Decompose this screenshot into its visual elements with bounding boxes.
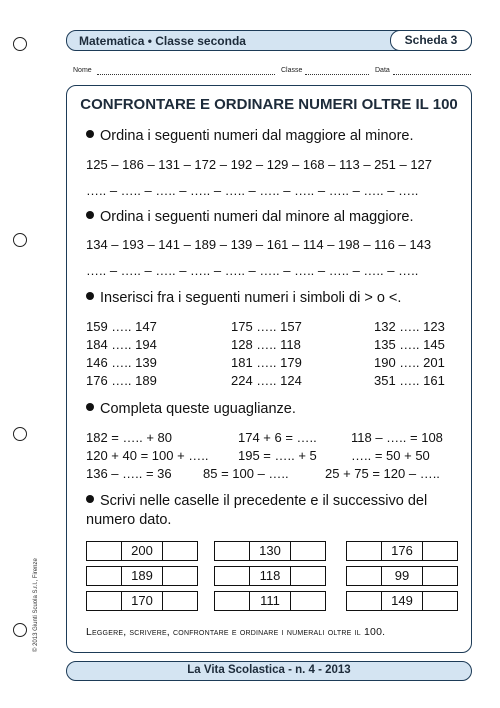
given-number: 130 (250, 542, 291, 560)
previous-number-box[interactable] (347, 567, 382, 585)
bullet-icon (86, 495, 94, 503)
next-number-box[interactable] (423, 592, 457, 610)
number-box-row (86, 541, 198, 561)
equation-item[interactable]: 174 + 6 = ….. (238, 430, 317, 445)
comparison-item[interactable]: 351 ….. 161 (374, 373, 445, 388)
equation-item[interactable]: 25 + 75 = 120 – ….. (325, 466, 440, 481)
class-label: Classe (281, 67, 303, 74)
comparison-item[interactable]: 132 ….. 123 (374, 319, 445, 334)
number-box-row (214, 541, 326, 561)
objective-note: Leggere, scrivere, confrontare e ordinare i numerali oltre il 100. (86, 626, 386, 638)
next-number-box[interactable] (423, 542, 457, 560)
number-box-row (214, 591, 326, 611)
date-label: Data (375, 67, 390, 74)
given-number: 176 (382, 542, 423, 560)
student-fields (73, 67, 471, 79)
sheet-label: Scheda 3 (390, 30, 472, 51)
given-number: 99 (382, 567, 423, 585)
given-number: 118 (250, 567, 291, 585)
next-number-box[interactable] (163, 542, 197, 560)
copyright-text: © 2013 Giunti Scuola S.r.l., Firenze (33, 558, 39, 652)
comparison-item[interactable]: 146 ….. 139 (86, 355, 157, 370)
exercise3-instruction (86, 290, 401, 306)
equation-item[interactable]: 120 + 40 = 100 + ….. (86, 448, 209, 463)
exercise5-instruction (86, 493, 427, 509)
header-bar (66, 30, 472, 51)
exercise2-numbers: 134 – 193 – 141 – 189 – 139 – 161 – 114 – 198 – 116 – 143 (86, 237, 432, 252)
exercise5-instruction-line2: numero dato. (86, 512, 172, 528)
binder-hole-3 (13, 427, 27, 441)
given-number: 200 (122, 542, 163, 560)
equation-item[interactable]: 182 = ….. + 80 (86, 430, 173, 445)
exercise2-instruction (86, 209, 414, 225)
next-number-box[interactable] (291, 592, 325, 610)
exercise1-blanks[interactable]: ….. – ….. – ….. – ….. – ….. – ….. – ….. – ….. – ….. – ….. (86, 183, 419, 198)
comparison-item[interactable]: 176 ….. 189 (86, 373, 157, 388)
exercise4-text: Completa queste uguaglianze. (100, 401, 296, 417)
equation-item[interactable]: 195 = ….. + 5 (238, 448, 317, 463)
comparison-item[interactable]: 159 ….. 147 (86, 319, 157, 334)
exercise2-blanks[interactable]: ….. – ….. – ….. – ….. – ….. – ….. – ….. – ….. – ….. – ….. (86, 263, 419, 278)
previous-number-box[interactable] (215, 567, 250, 585)
equation-item[interactable]: 118 – ….. = 108 (351, 430, 443, 445)
exercise1-numbers: 125 – 186 – 131 – 172 – 192 – 129 – 168 – 113 – 251 – 127 (86, 157, 433, 172)
exercise3-text: Inserisci fra i seguenti numeri i simboli di > o <. (100, 290, 402, 306)
number-box-row (86, 591, 198, 611)
number-box-row (346, 566, 458, 586)
name-label: Nome (73, 67, 92, 74)
given-number: 170 (122, 592, 163, 610)
date-field[interactable] (393, 74, 471, 75)
previous-number-box[interactable] (215, 542, 250, 560)
header-subject: Matematica • Classe seconda (79, 34, 246, 48)
exercise1-instruction (86, 128, 414, 144)
next-number-box[interactable] (291, 567, 325, 585)
equation-item[interactable]: ….. = 50 + 50 (351, 448, 430, 463)
binder-hole-2 (13, 233, 27, 247)
comparison-item[interactable]: 175 ….. 157 (231, 319, 302, 334)
bullet-icon (86, 292, 94, 300)
comparison-item[interactable]: 224 ….. 124 (231, 373, 302, 388)
worksheet-title: CONFRONTARE E ORDINARE NUMERI OLTRE IL 100 (80, 96, 458, 113)
previous-number-box[interactable] (347, 592, 382, 610)
previous-number-box[interactable] (347, 542, 382, 560)
number-box-row (214, 566, 326, 586)
class-field[interactable] (305, 74, 369, 75)
number-box-row (86, 566, 198, 586)
comparison-item[interactable]: 181 ….. 179 (231, 355, 302, 370)
bullet-icon (86, 130, 94, 138)
next-number-box[interactable] (163, 592, 197, 610)
given-number: 111 (250, 592, 291, 610)
given-number: 189 (122, 567, 163, 585)
next-number-box[interactable] (423, 567, 457, 585)
name-field[interactable] (97, 74, 275, 75)
exercise1-text: Ordina i seguenti numeri dal maggiore al minore. (100, 128, 414, 144)
given-number: 149 (382, 592, 423, 610)
footer-bar: La Vita Scolastica - n. 4 - 2013 (66, 661, 472, 681)
equation-item[interactable]: 85 = 100 – ….. (203, 466, 289, 481)
bullet-icon (86, 211, 94, 219)
equation-item[interactable]: 136 – ….. = 36 (86, 466, 172, 481)
exercise2-text: Ordina i seguenti numeri dal minore al maggiore. (100, 209, 414, 225)
number-box-row (346, 541, 458, 561)
binder-hole-4 (13, 623, 27, 637)
next-number-box[interactable] (291, 542, 325, 560)
comparison-item[interactable]: 190 ….. 201 (374, 355, 445, 370)
previous-number-box[interactable] (87, 592, 122, 610)
exercise5-text-line1: Scrivi nelle caselle il precedente e il successivo del (100, 493, 428, 509)
previous-number-box[interactable] (215, 592, 250, 610)
comparison-item[interactable]: 184 ….. 194 (86, 337, 157, 352)
comparison-item[interactable]: 128 ….. 118 (231, 337, 301, 352)
binder-hole-1 (13, 37, 27, 51)
next-number-box[interactable] (163, 567, 197, 585)
previous-number-box[interactable] (87, 567, 122, 585)
bullet-icon (86, 403, 94, 411)
comparison-item[interactable]: 135 ….. 145 (374, 337, 445, 352)
number-box-row (346, 591, 458, 611)
previous-number-box[interactable] (87, 542, 122, 560)
exercise4-instruction (86, 401, 296, 417)
